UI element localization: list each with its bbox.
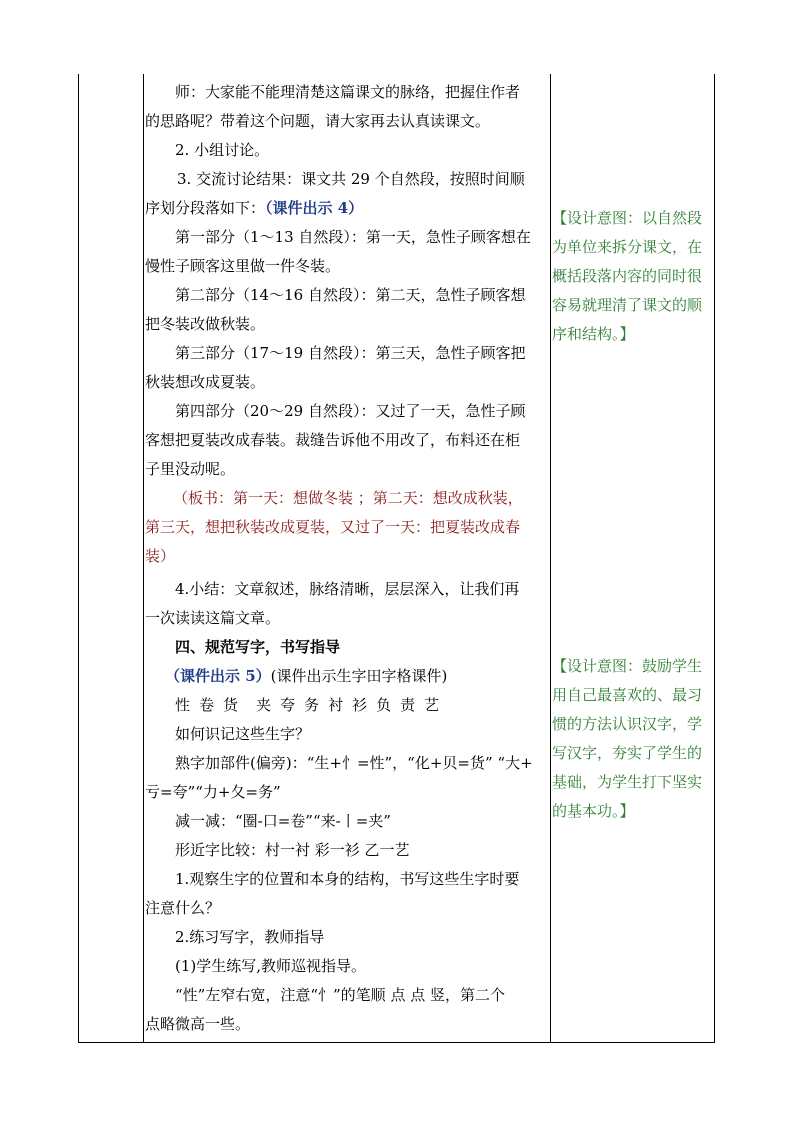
paragraph-line: 第二部分（14～16 自然段）：第二天，急性子顾客想 — [175, 286, 526, 304]
character: 责 — [400, 696, 416, 714]
paragraph-line: 慢性子顾客这里做一件冬装。 — [145, 257, 341, 275]
column-divider-1 — [143, 74, 144, 1043]
note-line: 基础，为学生打下坚实 — [552, 773, 703, 791]
character: 货 — [223, 696, 239, 714]
paragraph-line: 的思路呢？带着这个问题，请大家再去认真读课文。 — [145, 112, 491, 130]
paragraph-line: 第三部分（17～19 自然段）：第三天，急性子顾客把 — [175, 344, 526, 362]
paragraph-line: 2. 小组讨论。 — [175, 141, 270, 159]
note-line: 【设计意图：鼓励学生 — [552, 657, 703, 675]
board-note-line: 装） — [145, 547, 176, 565]
paragraph-line: 客想把夏装改成春装。裁缝告诉他不用改了，布料还在柜 — [145, 431, 521, 449]
character: 卷 — [199, 696, 215, 714]
character: 负 — [376, 696, 392, 714]
paragraph-line: 3. 交流讨论结果：课文共 29 个自然段，按照时间顺 — [177, 170, 525, 188]
paragraph-line: 亏=夸”“力+夂=务” — [145, 783, 281, 801]
note-line: 概括段落内容的同时很 — [552, 267, 703, 285]
paragraph-line: 秋装想改成夏装。 — [145, 373, 266, 391]
character: 艺 — [424, 696, 440, 714]
paragraph-text: 序划分段落如下： — [145, 199, 266, 217]
design-intent-note-1 — [552, 204, 716, 349]
paragraph-line: 点略微高一些。 — [145, 1015, 251, 1033]
paragraph-line: 如何识记这些生字？ — [175, 725, 311, 743]
character: 性 — [175, 696, 191, 714]
character: 衫 — [352, 696, 368, 714]
note-line: 惯的方法认识汉字，学 — [552, 715, 703, 733]
courseware-label: （课件出示 5） — [165, 667, 271, 685]
lesson-main-column — [145, 78, 550, 1039]
summary-line: 一次读读这篇文章。 — [145, 609, 281, 627]
note-line: 【设计意图：以自然段 — [552, 209, 703, 227]
note-line: 序和结构。】 — [552, 325, 635, 343]
character: 衬 — [328, 696, 344, 714]
paragraph-line: 师：大家能不能理清楚这篇课文的脉络，把握住作者 — [175, 83, 521, 101]
paragraph-line: 形近字比较：村一衬 彩一衫 乙一艺 — [175, 841, 410, 859]
character: 务 — [304, 696, 320, 714]
column-divider-2 — [550, 74, 551, 1043]
paragraph-line — [145, 662, 550, 691]
note-line: 写汉字，夯实了学生的 — [552, 744, 703, 762]
paragraph-line: 第一部分（1～13 自然段）：第一天，急性子顾客想在 — [175, 228, 531, 246]
paragraph-line: 2.练习写字，教师指导 — [175, 928, 325, 946]
note-line: 的基本功。】 — [552, 802, 635, 820]
table-border-left — [78, 74, 79, 1043]
paragraph-line: “性”左窄右宽，注意“忄”的笔顺 点 点 竖，第二个 — [175, 986, 505, 1004]
note-line: 为单位来拆分课文，在 — [552, 238, 703, 256]
board-note-line: （板书：第一天：想做冬装 ；第二天：想改成秋装， — [173, 489, 523, 507]
character: 夹 — [256, 696, 272, 714]
paragraph-line: 注意什么？ — [145, 899, 221, 917]
paragraph-line: 子里没动呢。 — [145, 460, 236, 478]
note-line: 容易就理清了课文的顺 — [552, 296, 703, 314]
section-title: 四、规范写字，书写指导 — [175, 638, 341, 656]
paragraph-line: 第四部分（20～29 自然段）：又过了一天，急性子顾 — [175, 402, 526, 420]
summary-line: 4.小结：文章叙述，脉络清晰，层层深入，让我们再 — [175, 580, 520, 598]
paragraph-line: 减一减：“圈-口=卷”“来-丨=夹” — [175, 812, 391, 830]
board-note-line: 第三天，想把秋装改成夏装，又过了一天：把夏装改成春 — [145, 518, 521, 536]
paragraph-line — [145, 194, 550, 223]
design-intent-note-2 — [552, 652, 716, 826]
paragraph-line: 把冬装改做秋装。 — [145, 315, 266, 333]
paragraph-line: (1)学生练写,教师巡视指导。 — [175, 957, 367, 975]
new-characters-row — [145, 691, 550, 720]
paragraph-line: 熟字加部件(偏旁)：“生+忄=性”，“化+贝=货” “大+ — [175, 754, 533, 772]
character: 夸 — [280, 696, 296, 714]
note-line: 用自己最喜欢的、最习 — [552, 686, 703, 704]
table-border-bottom — [78, 1042, 715, 1043]
courseware-label: （课件出示 4） — [265, 199, 364, 217]
paragraph-line: 1.观察生字的位置和本身的结构，书写这些生字时要 — [175, 870, 520, 888]
paragraph-text: (课件出示生字田字格课件) — [270, 667, 448, 685]
